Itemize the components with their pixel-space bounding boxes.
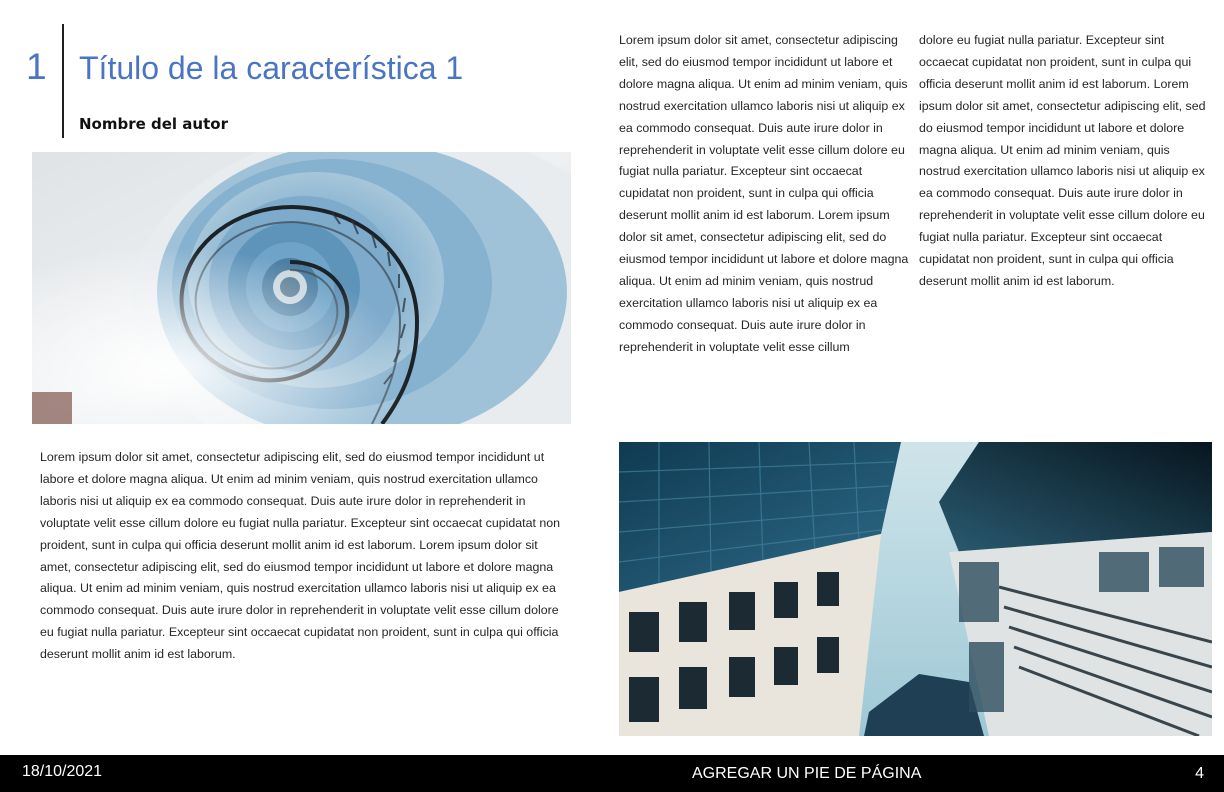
title-divider xyxy=(62,24,64,138)
footer-date: 18/10/2021 xyxy=(22,763,103,780)
skyscrapers-photo xyxy=(619,442,1212,736)
page-footer xyxy=(0,755,1224,792)
author-name: Nombre del autor xyxy=(79,115,228,133)
feature-title: Título de la característica 1 xyxy=(79,50,464,86)
body-text-right-column: dolore eu fugiat nulla pariatur. Excepteur sint occaecat cupidatat non proident, sunt in culpa qui officia deserunt mollit anim id est laborum. Lorem ipsum dolor sit amet, consectetur adipiscing elit, sed do eiusmod tempor incididunt ut labore et dolore magna aliqua. Ut enim ad minim veniam, quis nostrud exercitation ullamco laboris nisi ut aliquip ex ea commodo consequat. Duis aute irure dolor in reprehenderit in voluptate velit esse cillum dolore eu fugiat nulla pariatur. Excepteur sint occaecat cupidatat non proident, sunt in culpa qui officia deserunt mollit anim id est laborum. xyxy=(919,33,1206,288)
spiral-staircase-photo xyxy=(32,152,571,424)
footer-text: AGREGAR UN PIE DE PÁGINA xyxy=(692,765,922,782)
body-text-left-column: Lorem ipsum dolor sit amet, consectetur adipiscing elit, sed do eiusmod tempor incididunt ut labore et dolore magna aliqua. Ut enim ad minim veniam, quis nostrud exercitation ullamco laboris nisi ut aliquip ex ea commodo consequat. Duis aute irure dolor in reprehenderit in voluptate velit esse cillum dolore eu fugiat nulla pariatur. Excepteur sint occaecat cupidatat non proident, sunt in culpa qui officia deserunt mollit anim id est laborum. Lorem ipsum dolor sit amet, consectetur adipiscing elit, sed do eiusmod tempor incididunt ut labore et dolore magna aliqua. Ut enim ad minim veniam, quis nostrud exercitation ullamco laboris nisi ut aliquip ex ea commodo consequat. Duis aute irure dolor in reprehenderit in voluptate velit esse cillum dolore eu fugiat nulla pariatur. Excepteur sint occaecat cupidatat non proident, sunt in culpa qui officia deserunt mollit anim id est laborum. xyxy=(40,450,561,662)
feature-number: 1 xyxy=(26,46,47,87)
page-number: 4 xyxy=(1195,765,1204,782)
body-text-middle-column: Lorem ipsum dolor sit amet, consectetur adipiscing elit, sed do eiusmod tempor incididunt ut labore et dolore magna aliqua. Ut enim ad minim veniam, quis nostrud exercitation ullamco laboris nisi ut aliquip ex ea commodo consequat. Duis aute irure dolor in reprehenderit in voluptate velit esse cillum dolore eu fugiat nulla pariatur. Excepteur sint occaecat cupidatat non proident, sunt in culpa qui officia deserunt mollit anim id est laborum. Lorem ipsum dolor sit amet, consectetur adipiscing elit, sed do eiusmod tempor incididunt ut labore et dolore magna aliqua. Ut enim ad minim veniam, quis nostrud exercitation ullamco laboris nisi ut aliquip ex ea commodo consequat. Duis aute irure dolor in reprehenderit in voluptate velit esse cillum xyxy=(619,33,909,354)
